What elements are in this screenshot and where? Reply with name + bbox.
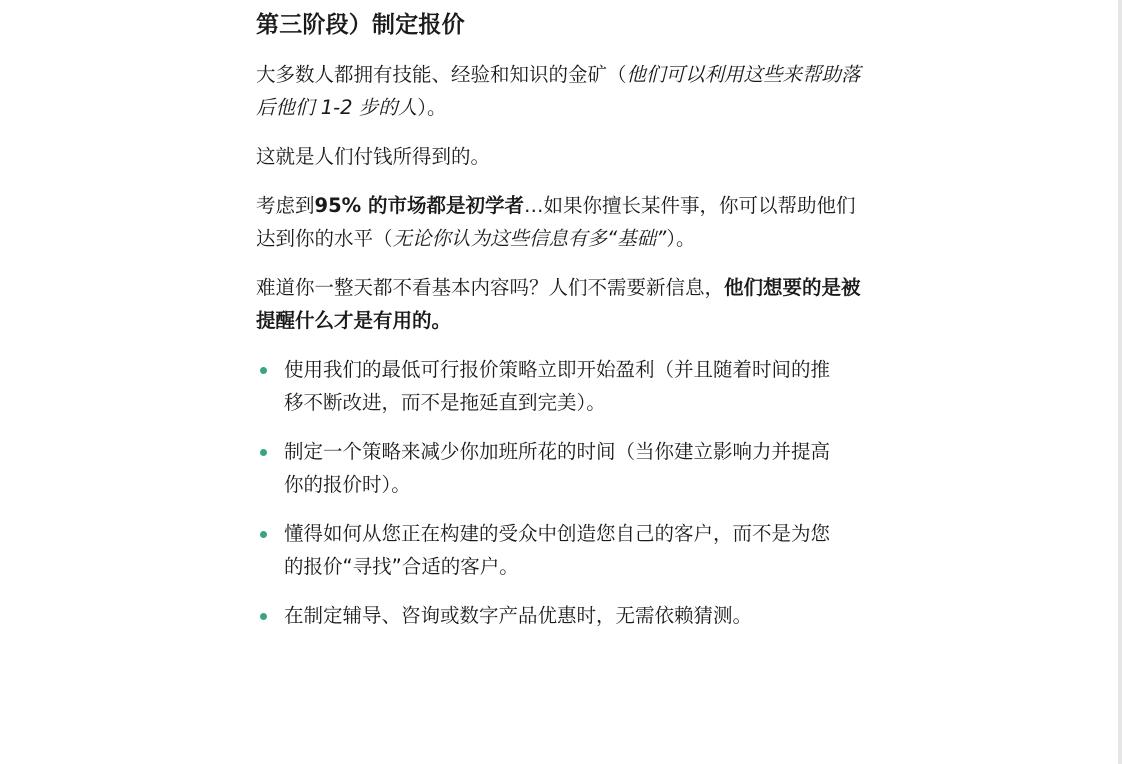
scrollbar[interactable]	[1118, 0, 1122, 764]
list-item	[256, 599, 866, 632]
article-content	[256, 6, 866, 648]
paragraph-italic: 无论你认为这些信息有多“基础”	[392, 227, 667, 250]
paragraph-text: 这就是人们付钱所得到的。	[256, 145, 491, 168]
list-item-text: 懂得如何从您正在构建的受众中创造您自己的客户，而不是为您的报价“寻找”合适的客户。	[284, 522, 831, 578]
paragraph-text: ）。	[417, 96, 447, 119]
list-item	[256, 435, 866, 501]
paragraph-bold: 95% 的市场都是初学者	[314, 194, 524, 217]
paragraph-text: …如果你擅长某件事，你可以帮助他们达到你的水平（	[256, 194, 856, 250]
bullet-dot-icon	[260, 531, 267, 538]
section-heading: 第三阶段）制定报价	[256, 12, 465, 38]
paragraph-text: 考虑到	[256, 194, 315, 217]
paragraph-beginners	[256, 189, 866, 255]
list-item-text: 使用我们的最低可行报价策略立即开始盈利（并且随着时间的推移不断改进，而不是拖延直到完美）。	[284, 358, 831, 414]
paragraph-gold-mine	[256, 58, 866, 124]
bullet-list	[256, 353, 866, 632]
paragraph-text: 难道你一整天都不看基本内容吗？人们不需要新信息，	[256, 276, 725, 299]
paragraph-italic: 他们可以利用这些来帮助落后他们 1-2 步的人	[256, 63, 861, 119]
list-item-text: 制定一个策略来减少你加班所花的时间（当你建立影响力并提高你的报价时）。	[284, 440, 831, 496]
list-item-text: 在制定辅导、咨询或数字产品优惠时，无需依赖猜测。	[284, 604, 753, 627]
bullet-dot-icon	[260, 367, 267, 374]
bullet-dot-icon	[260, 449, 267, 456]
paragraph-pay	[256, 140, 866, 173]
list-item	[256, 517, 866, 583]
paragraph-text: ）。	[666, 227, 696, 250]
paragraph-reminder	[256, 271, 866, 337]
paragraph-text: 大多数人都拥有技能、经验和知识的金矿（	[256, 63, 627, 86]
paragraph-bold: 他们想要的是被提醒什么才是有用的。	[256, 276, 861, 332]
list-item	[256, 353, 866, 419]
bullet-dot-icon	[260, 613, 267, 620]
